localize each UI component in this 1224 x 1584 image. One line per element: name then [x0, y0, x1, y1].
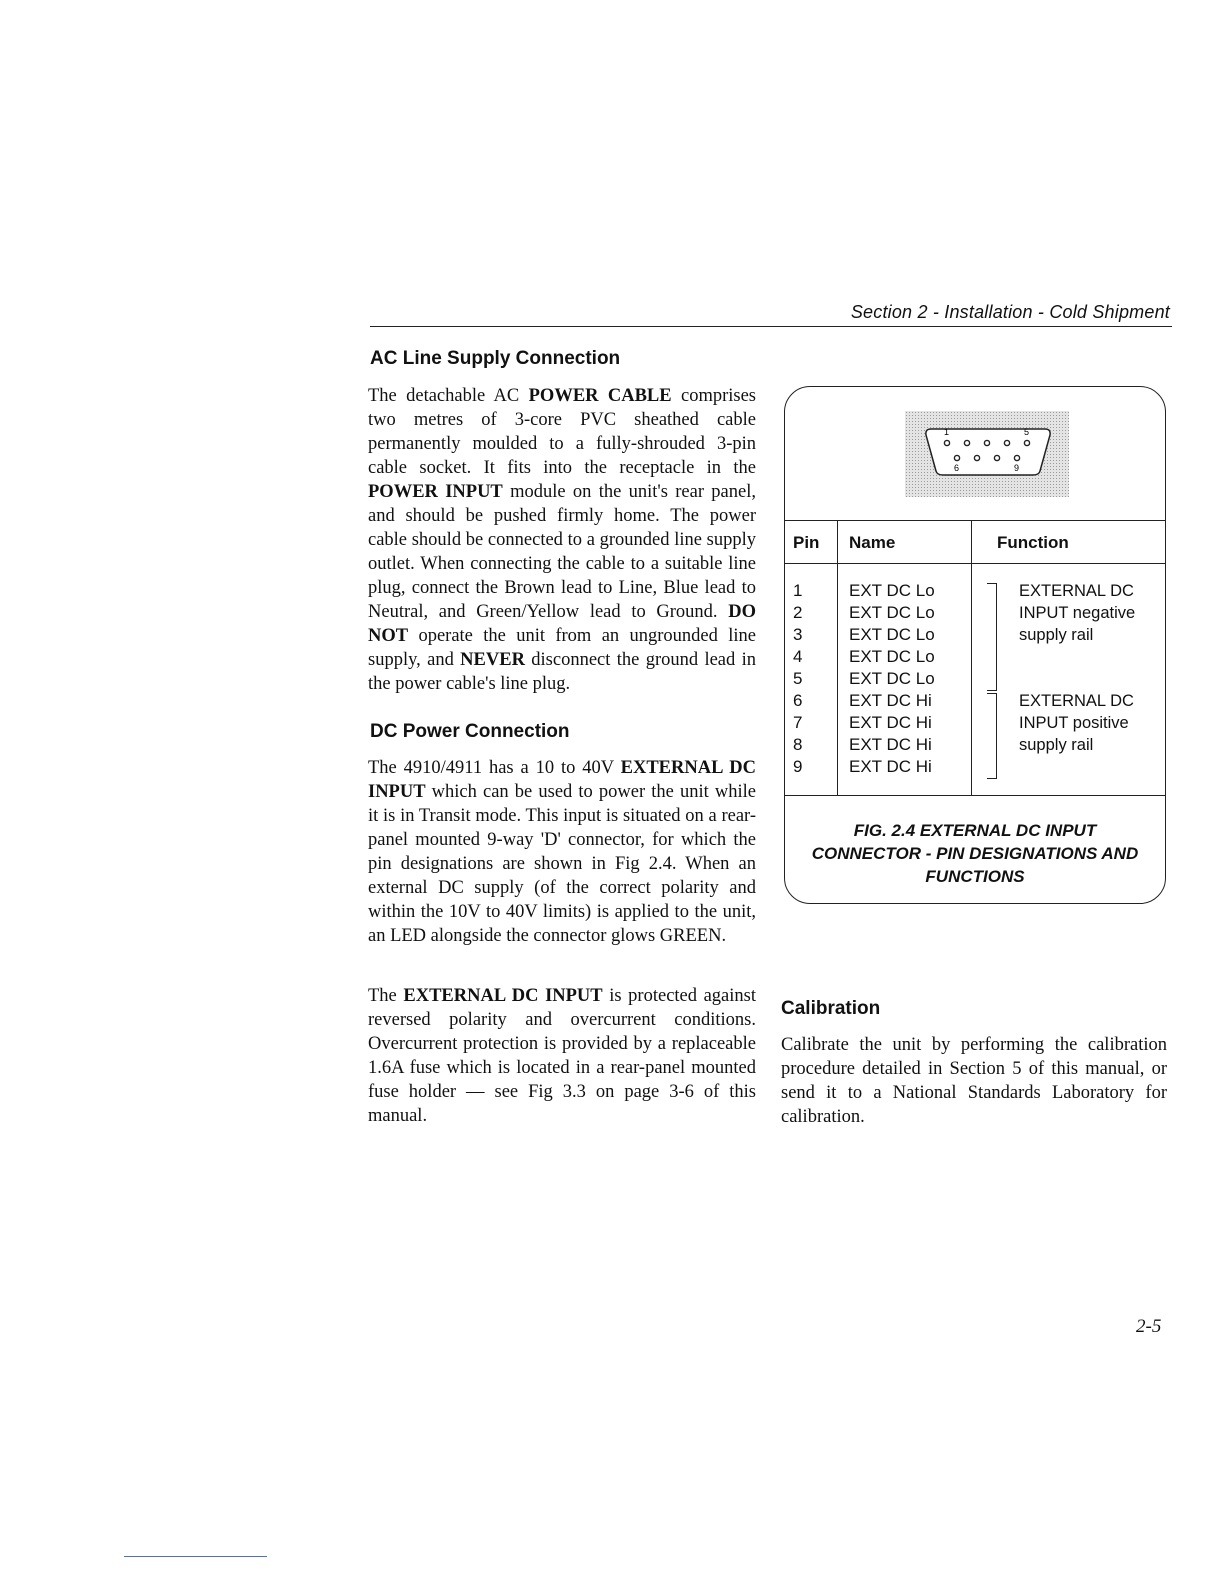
connector-diagram [785, 387, 1165, 520]
pin-column [793, 580, 802, 778]
pin-number: 4 [793, 647, 803, 666]
emphasis-text: NEVER [460, 650, 525, 670]
bracket-negative [987, 583, 997, 691]
function-positive: EXTERNAL DC INPUT positive supply rail [1019, 692, 1134, 754]
emphasis-text: POWER INPUT [368, 482, 503, 502]
page-number: 2-5 [1136, 1316, 1162, 1337]
figure-2-4 [784, 386, 1166, 904]
function-negative: EXTERNAL DC INPUT negative supply rail [1019, 582, 1136, 644]
section-title: Section 2 - Installation - Cold Shipment [850, 302, 1170, 322]
calibration-heading: Calibration [781, 998, 881, 1019]
dc-power-paragraph-1: The 4910/4911 has a 10 to 40V EXTERNAL DC INPUT which can be used to power the unit while it is in Transit mode. This input is situated on a rear-panel mounted 9-way 'D' connector, for which the pin designations are shown in Fig 2.4. When an external DC supply (of the correct polarity and within the 10V to 40V limits) is applied to the unit, an LED alongside the connector glows GREEN. [368, 758, 756, 946]
pin-label-6: 6 [954, 463, 960, 473]
pin-number: 6 [793, 691, 803, 710]
emphasis-text: EXTERNAL DC INPUT [403, 986, 603, 1006]
pin-number: 2 [793, 603, 803, 622]
pin-label-5: 5 [1024, 427, 1030, 437]
ac-line-paragraph: The detachable AC POWER CABLE comprises two metres of 3-core PVC sheathed cable permanently moulded to a fully-shrouded 3-pin cable socket. It fits into the receptacle in the POWER INPUT module on the unit's rear panel, and should be pushed firmly home. The power cable should be connected to a grounded line supply outlet. When connecting the cable to a suitable line plug, connect the Brown lead to Line, Blue lead to Neutral, and Green/Yellow lead to Ground. DO NOT operate the unit from an ungrounded line supply, and NEVER disconnect the ground lead in the power cable's line plug. [368, 386, 756, 694]
name-column [849, 580, 935, 778]
pin-label-1: 1 [944, 427, 950, 437]
header-function: Function [997, 533, 1069, 552]
pin-number: 9 [793, 757, 803, 776]
pin-name: EXT DC Hi [849, 691, 932, 710]
pin-label-9: 9 [1014, 463, 1020, 473]
footer-rule [124, 1556, 267, 1557]
pin-number: 5 [793, 669, 803, 688]
pin-name: EXT DC Hi [849, 735, 932, 754]
pin-number: 8 [793, 735, 803, 754]
page-header [370, 302, 1172, 327]
d-connector-icon [905, 411, 1069, 497]
figure-caption: FIG. 2.4 EXTERNAL DC INPUT CONNECTOR - PIN DESIGNATIONS AND FUNCTIONS [811, 821, 1139, 886]
dc-power-heading: DC Power Connection [370, 721, 570, 742]
header-name: Name [849, 533, 896, 552]
pin-name: EXT DC Hi [849, 713, 932, 732]
ac-line-heading: AC Line Supply Connection [370, 348, 621, 369]
pin-name: EXT DC Lo [849, 581, 935, 600]
pin-name: EXT DC Hi [849, 757, 932, 776]
pin-name: EXT DC Lo [849, 603, 935, 622]
bracket-positive [987, 693, 997, 779]
dc-power-paragraph-2: The EXTERNAL DC INPUT is protected against reversed polarity and overcurrent conditions. Overcurrent protection is provided by a replaceable 1.6A fuse which is located in a rear-panel mounted fuse holder — see Fig 3.3 on page 3-6 of this manual. [368, 986, 757, 1126]
emphasis-text: DO NOT [368, 602, 756, 646]
d-connector-graphic [905, 411, 1069, 497]
pin-designation-table [785, 520, 1165, 796]
emphasis-text: POWER CABLE [528, 386, 672, 406]
header-pin: Pin [793, 533, 820, 552]
pin-number: 3 [793, 625, 803, 644]
pin-number: 1 [793, 581, 803, 600]
pin-number: 7 [793, 713, 803, 732]
emphasis-text: EXTERNAL DC INPUT [368, 758, 756, 802]
calibration-paragraph: Calibrate the unit by performing the calibration procedure detailed in Section 5 of this manual, or send it to a National Standards Laboratory for calibration. [781, 1035, 1167, 1127]
pin-name: EXT DC Lo [849, 669, 935, 688]
pin-name: EXT DC Lo [849, 647, 935, 666]
pin-name: EXT DC Lo [849, 625, 935, 644]
